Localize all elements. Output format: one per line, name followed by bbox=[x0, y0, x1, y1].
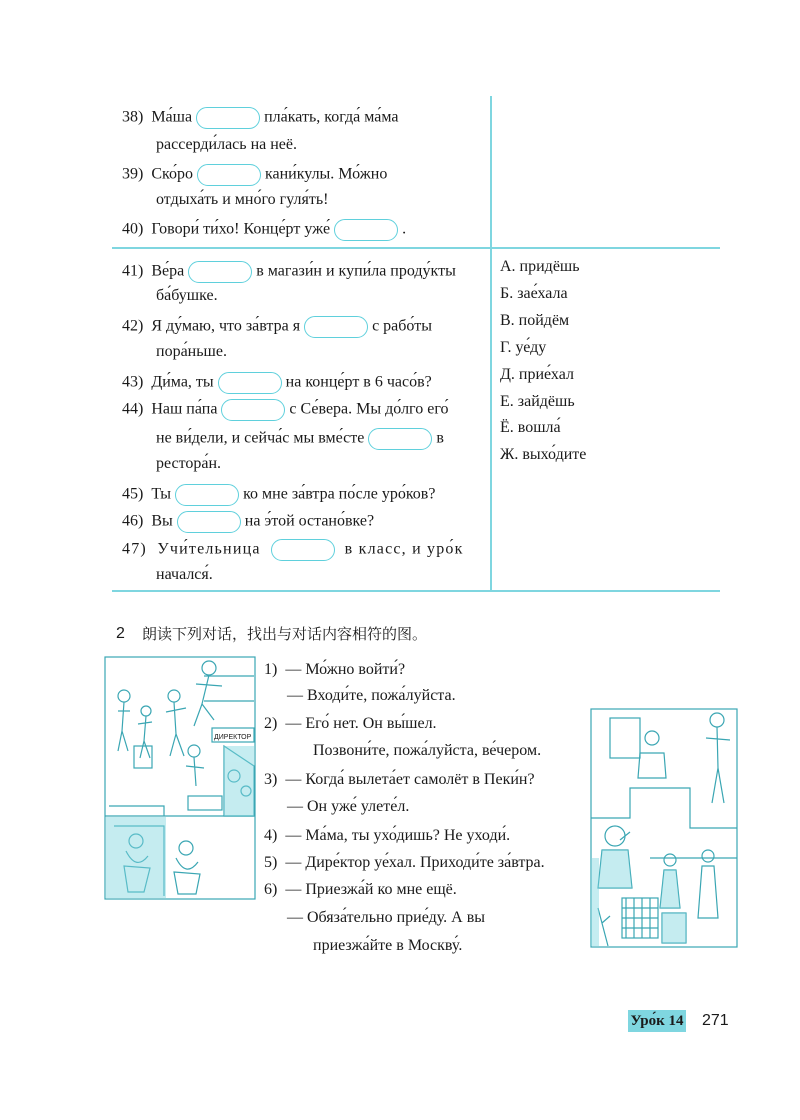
table-bottom-border bbox=[112, 590, 720, 592]
dialogue-5-line1: 5) — Дире́ктор уе́хал. Приходи́те за́втра. bbox=[264, 854, 545, 871]
item-47-line2: начался́. bbox=[156, 566, 213, 583]
answer-blank[interactable] bbox=[177, 511, 241, 533]
item-39: 39) Ско́ро кани́кулы. Мо́жно bbox=[122, 164, 387, 186]
item-44-line3: рестора́н. bbox=[156, 455, 222, 472]
answer-blank[interactable] bbox=[188, 261, 252, 283]
dialogue-3-line1: 3) — Когда́ вылета́ет самолёт в Пеки́н? bbox=[264, 771, 535, 788]
option-a: А. придёшь bbox=[500, 258, 580, 275]
option-v: В. пойдём bbox=[500, 312, 570, 329]
dialogue-3-line2: — Он уже́ улете́л. bbox=[287, 798, 410, 815]
item-42: 42) Я ду́маю, что за́втра я с рабо́ты bbox=[122, 316, 432, 338]
answer-blank[interactable] bbox=[271, 539, 335, 561]
answer-blank[interactable] bbox=[334, 219, 398, 241]
director-sign: ДИРЕКТОР bbox=[214, 734, 252, 741]
office-scene-illustration bbox=[104, 656, 256, 900]
option-b: Б. зае́хала bbox=[500, 285, 568, 302]
table-row-divider bbox=[112, 247, 720, 249]
option-yo: Ё. вошла́ bbox=[500, 419, 561, 436]
exercise-2-number: 2 bbox=[116, 625, 125, 642]
item-44-line2: не ви́дели, и сейча́с мы вме́сте в bbox=[156, 428, 444, 450]
option-e: Е. зайдёшь bbox=[500, 393, 575, 410]
exercise-2-instruction: 朗读下列对话，找出与对话内容相符的图。 bbox=[142, 625, 428, 643]
option-zh: Ж. выхо́дите bbox=[500, 446, 587, 463]
dialogue-6-line3: приезжа́йте в Москву́. bbox=[313, 937, 463, 954]
option-g: Г. уе́ду bbox=[500, 339, 547, 356]
dialogue-1-line1: 1) — Мо́жно войти́? bbox=[264, 661, 406, 678]
table-column-divider bbox=[490, 96, 492, 590]
item-38: 38) Ма́ша пла́кать, когда́ ма́ма bbox=[122, 107, 398, 129]
item-42-line2: пора́ньше. bbox=[156, 343, 227, 360]
item-41: 41) Ве́ра в магази́н и купи́ла проду́кты bbox=[122, 261, 456, 283]
item-43: 43) Ди́ма, ты на конце́рт в 6 часо́в? bbox=[122, 372, 432, 394]
answer-blank[interactable] bbox=[175, 484, 239, 506]
dialogue-2-line1: 2) — Его́ нет. Он вы́шел. bbox=[264, 715, 437, 732]
answer-blank[interactable] bbox=[197, 164, 261, 186]
lesson-label: Уро́к 14 bbox=[628, 1010, 686, 1032]
answer-blank[interactable] bbox=[218, 372, 282, 394]
item-39-line2: отдыха́ть и мно́го гуля́ть! bbox=[156, 191, 329, 208]
item-45: 45) Ты ко мне за́втра по́сле уро́ков? bbox=[122, 484, 435, 506]
dialogue-6-line1: 6) — Приезжа́й ко мне ещё. bbox=[264, 881, 457, 898]
answer-blank[interactable] bbox=[196, 107, 260, 129]
departure-scene-illustration bbox=[590, 708, 738, 948]
item-47: 47) Учи́тельница в класс, и уро́к bbox=[122, 539, 464, 561]
answer-blank[interactable] bbox=[304, 316, 368, 338]
answer-blank[interactable] bbox=[221, 399, 285, 421]
item-46: 46) Вы на э́той остано́вке? bbox=[122, 511, 374, 533]
item-38-line2: рассерди́лась на неё. bbox=[156, 136, 298, 153]
dialogue-1-line2: — Входи́те, пожа́луйста. bbox=[287, 687, 456, 704]
dialogue-2-line2: Позвони́те, пожа́луйста, ве́чером. bbox=[313, 742, 542, 759]
option-d: Д. прие́хал bbox=[500, 366, 574, 383]
item-41-line2: ба́бушке. bbox=[156, 287, 218, 304]
item-44: 44) Наш па́па с Се́вера. Мы до́лго его́ bbox=[122, 399, 448, 421]
item-40: 40) Говори́ ти́хо! Конце́рт уже́ . bbox=[122, 219, 406, 241]
answer-blank[interactable] bbox=[368, 428, 432, 450]
page-number: 271 bbox=[702, 1012, 729, 1029]
dialogue-4-line1: 4) — Ма́ма, ты ухо́дишь? Не уходи́. bbox=[264, 827, 511, 844]
dialogue-6-line2: — Обяза́тельно прие́ду. А вы bbox=[287, 909, 486, 926]
